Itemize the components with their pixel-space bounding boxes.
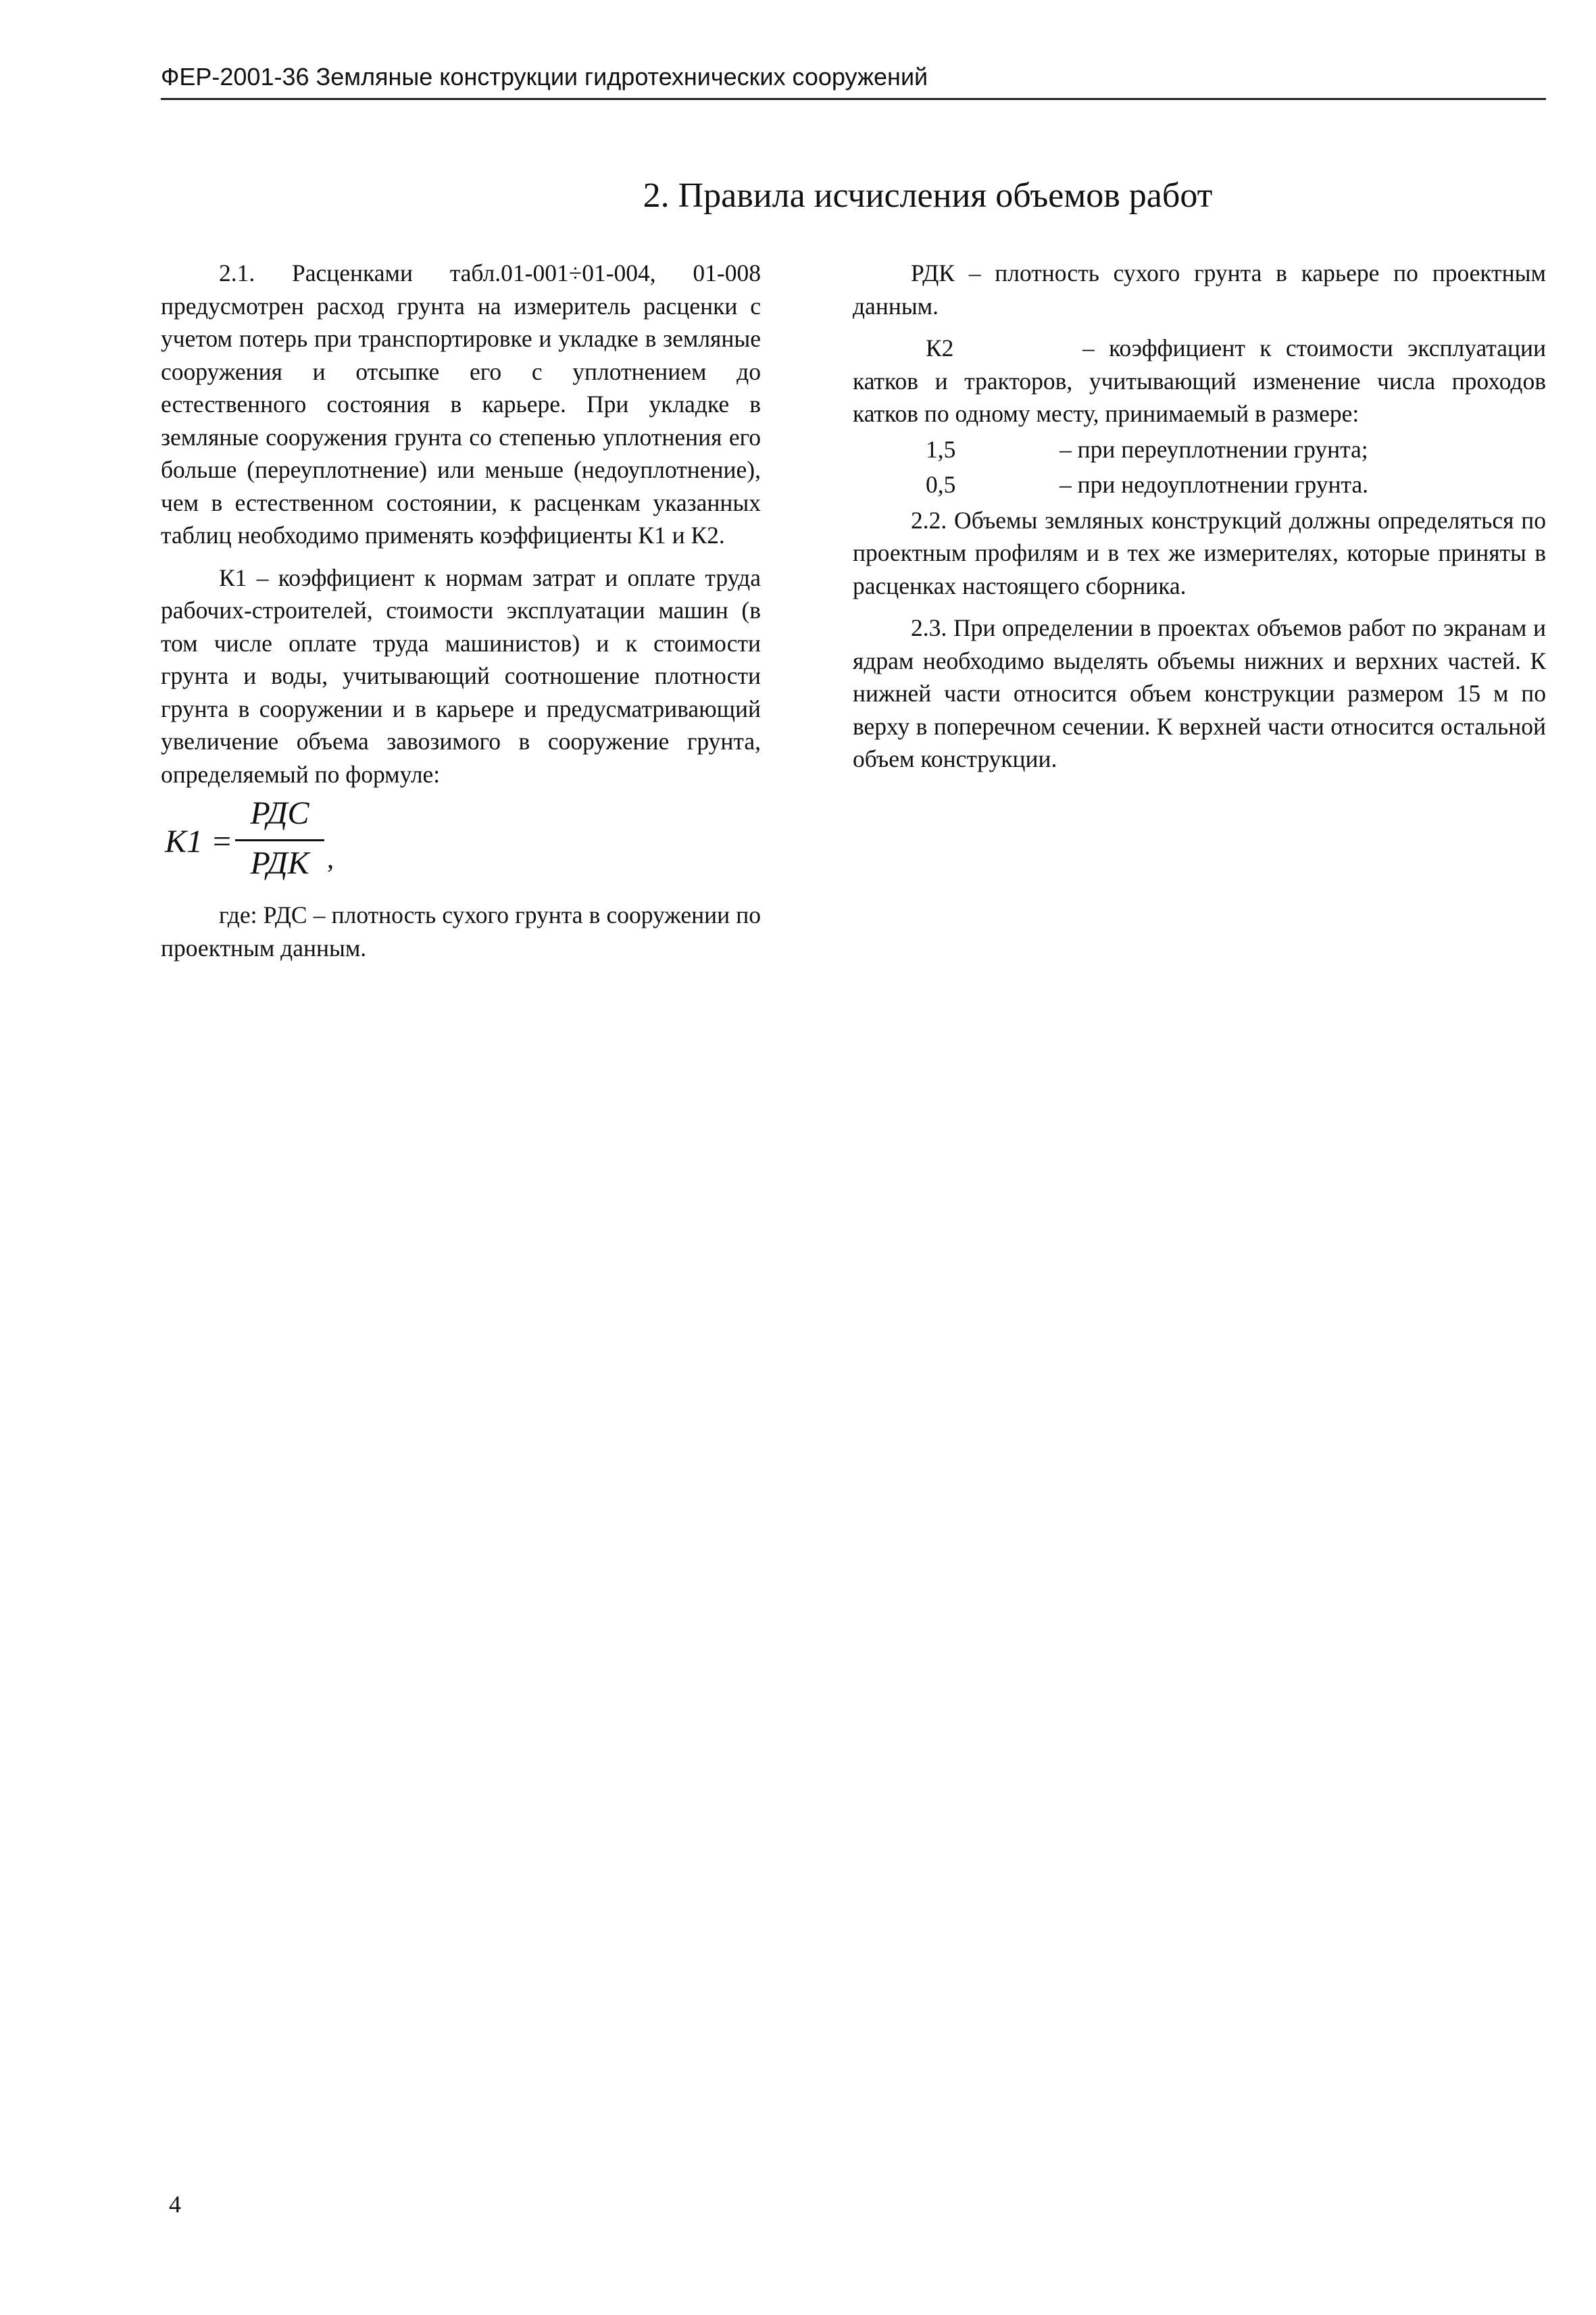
paragraph-2-2: 2.2. Объемы земляных конструкций должны определяться по проектным профилям и в тех же измерителях, которые приняты в расценках настоящего сборника.	[853, 506, 1546, 599]
formula-lhs: К1 =	[165, 824, 233, 860]
left-column	[161, 257, 761, 964]
header-divider	[161, 98, 1546, 100]
page-number: 4	[169, 2191, 181, 2218]
paragraph-k1-definition: К1 – коэффициент к нормам затрат и оплате труда рабочих-строителей, стоимости эксплуатации машин (в том числе оплате труда машинистов) и к стоимости грунта и воды, учитывающий соотношение плотности грунта в сооружении и в карьере и предусматривающий увеличение объема завозимого в сооружение грунта, определяемый по формуле:	[161, 564, 761, 788]
k2-text: – коэффициент к стоимости эксплуатации катков и тракторов, учитывающий изменение числа проходов катков по одному месту, принимаемый в размере:	[853, 334, 1546, 427]
coefficient-row	[853, 468, 1546, 501]
coefficient-text: – при недоуплотнении грунта.	[1059, 471, 1369, 498]
running-header: ФЕР-2001-36 Земляные конструкции гидротехнических сооружений	[161, 63, 928, 91]
formula-numerator: РДС	[250, 795, 309, 831]
right-column	[853, 257, 1546, 776]
paragraph-where-rds: где: РДС – плотность сухого грунта в сооружении по проектным данным.	[161, 901, 761, 962]
coefficient-value: 0,5	[926, 471, 956, 498]
paragraph-rdk-definition: РДК – плотность сухого грунта в карьере по проектным данным.	[853, 259, 1546, 320]
paragraph-2-3: 2.3. При определении в проектах объемов работ по экранам и ядрам необходимо выделять объемы нижних и верхних частей. К нижней части относится объем конструкции размером 15 м по верху в поперечном сечении. К верхней части относится остальной объем конструкции.	[853, 614, 1546, 772]
k1-formula	[161, 795, 761, 889]
formula-denominator: РДК	[250, 845, 309, 881]
coefficient-value: 1,5	[926, 435, 956, 463]
formula-comma: ,	[327, 843, 334, 874]
k2-code: К2	[926, 334, 954, 362]
section-title: 2. Правила исчисления объемов работ	[643, 176, 1213, 215]
formula-fraction-bar	[235, 839, 324, 841]
paragraph-2-1: 2.1. Расценками табл.01-001÷01-004, 01-008 предусмотрен расход грунта на измеритель расценки с учетом потерь при транспортировке и укладке в земляные сооружения и отсыпке его с уплотнением до естественного состояния в карьере. При укладке в земляные сооружения грунта со степенью уплотнения его больше (переуплотнение) или меньше (недоуплотнение), чем в естественном состоянии, к расценкам указанных таблиц необходимо применять коэффициенты К1 и К2.	[161, 259, 761, 549]
k2-definition	[853, 332, 1546, 430]
coefficient-text: – при переуплотнении грунта;	[1059, 435, 1368, 463]
coefficient-row	[853, 433, 1546, 466]
